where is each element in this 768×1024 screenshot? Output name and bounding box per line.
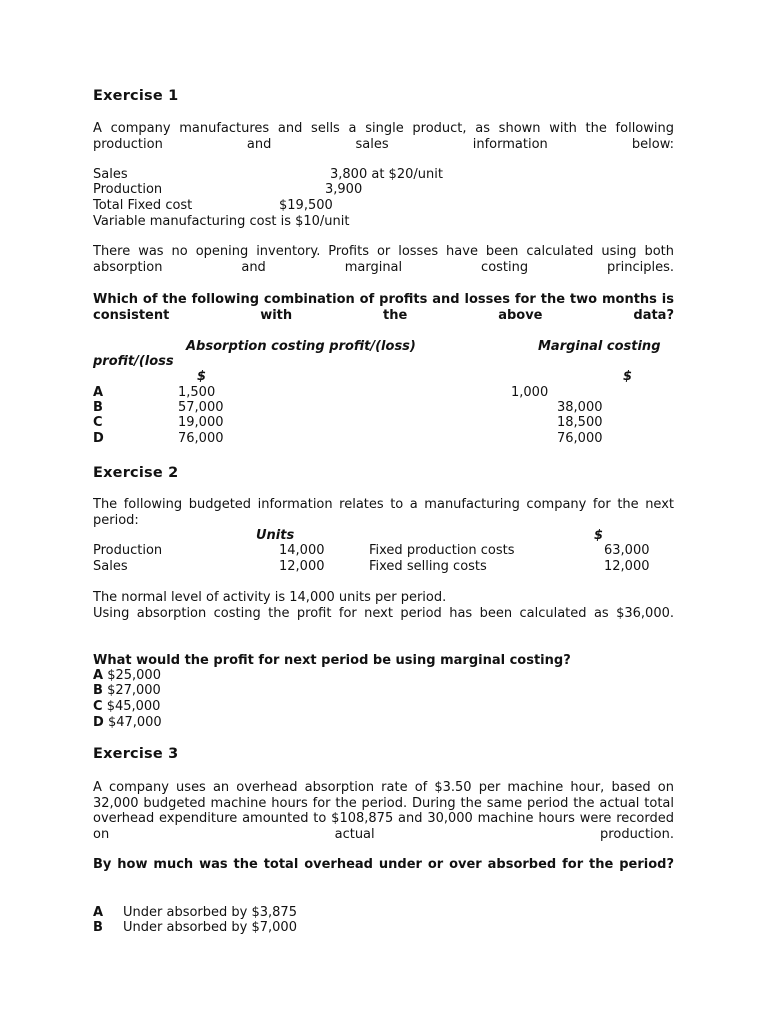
- option-marginal-value: 38,000: [557, 400, 603, 415]
- option-letter: C: [93, 415, 103, 430]
- answer-option: [93, 683, 161, 699]
- answer-text: $27,000: [107, 683, 161, 698]
- budget-row-cost-label: Fixed production costs: [369, 543, 515, 558]
- normal-level-line: The normal level of activity is 14,000 units per period.: [93, 590, 447, 605]
- exercise-2-intro: The following budgeted information relates to a manufacturing company for the next period:: [93, 497, 674, 528]
- units-column-header: Units: [256, 528, 295, 543]
- budget-row-label: Sales: [93, 559, 128, 574]
- answer-option: [93, 668, 161, 684]
- option-marginal-value: 76,000: [557, 431, 603, 446]
- exercise-3-heading: Exercise 3: [93, 746, 179, 762]
- fixed-cost-label: Total Fixed cost: [93, 198, 193, 213]
- marginal-column-header-cont: profit/(loss: [93, 354, 174, 369]
- answer-option: [93, 715, 162, 731]
- option-marginal-value: 18,500: [557, 415, 603, 430]
- absorption-column-header: Absorption costing profit/(loss): [186, 339, 416, 354]
- exercise-2-question: What would the profit for next period be using marginal costing?: [93, 653, 571, 668]
- fixed-cost-value: $19,500: [279, 198, 333, 213]
- answer-letter: A: [93, 668, 104, 683]
- budget-row-cost: 12,000: [604, 559, 650, 574]
- answer-text: Under absorbed by $7,000: [123, 920, 297, 935]
- answer-letter: B: [93, 920, 103, 935]
- marginal-column-header: Marginal costing: [538, 339, 661, 354]
- answer-letter: A: [93, 905, 104, 920]
- budget-row-cost: 63,000: [604, 543, 650, 558]
- absorption-profit-note: Using absorption costing the profit for next period has been calculated as $36,000.: [93, 606, 674, 621]
- option-absorption-value: 76,000: [178, 431, 224, 446]
- currency-column-header: $: [594, 528, 604, 543]
- budget-row-cost-label: Fixed selling costs: [369, 559, 487, 574]
- exercise-2-heading: Exercise 2: [93, 465, 179, 481]
- answer-option: [93, 699, 160, 715]
- exercise-1-intro: A company manufactures and sells a single product, as shown with the following production and sales information below:: [93, 121, 674, 152]
- sales-label: Sales: [93, 167, 128, 182]
- option-letter: B: [93, 400, 103, 415]
- answer-letter: D: [93, 715, 104, 730]
- option-absorption-value: 1,500: [178, 385, 216, 400]
- variable-cost-line: Variable manufacturing cost is $10/unit: [93, 214, 350, 229]
- budget-row-label: Production: [93, 543, 163, 558]
- budget-row-units: 12,000: [279, 559, 325, 574]
- option-absorption-value: 57,000: [178, 400, 224, 415]
- option-letter: A: [93, 385, 104, 400]
- exercise-3-intro: A company uses an overhead absorption rate of $3.50 per machine hour, based on 32,000 budgeted machine hours for the period. During the same period the actual total overhead expenditure amounted to $108,875 and 30,000 machine hours were recorded on actual production.: [93, 780, 674, 842]
- exercise-3-question: By how much was the total overhead under or over absorbed for the period?: [93, 857, 674, 872]
- answer-text: $25,000: [107, 668, 161, 683]
- sales-value: 3,800 at $20/unit: [330, 167, 443, 182]
- option-letter: D: [93, 431, 104, 446]
- production-value: 3,900: [325, 182, 363, 197]
- absorption-currency: $: [197, 369, 207, 384]
- budget-row-units: 14,000: [279, 543, 325, 558]
- exercise-1-heading: Exercise 1: [93, 88, 179, 104]
- option-absorption-value: 19,000: [178, 415, 224, 430]
- answer-text: Under absorbed by $3,875: [123, 905, 297, 920]
- answer-letter: C: [93, 699, 103, 714]
- exercise-1-note: There was no opening inventory. Profits or losses have been calculated using both absorption and marginal costing principles.: [93, 244, 674, 275]
- exercise-1-question: Which of the following combination of profits and losses for the two months is consistent with the above data?: [93, 292, 674, 323]
- answer-text: $45,000: [106, 699, 161, 714]
- option-marginal-value: 1,000: [511, 385, 549, 400]
- answer-text: $47,000: [107, 715, 162, 730]
- production-label: Production: [93, 182, 163, 197]
- marginal-currency: $: [623, 369, 633, 384]
- answer-letter: B: [93, 683, 103, 698]
